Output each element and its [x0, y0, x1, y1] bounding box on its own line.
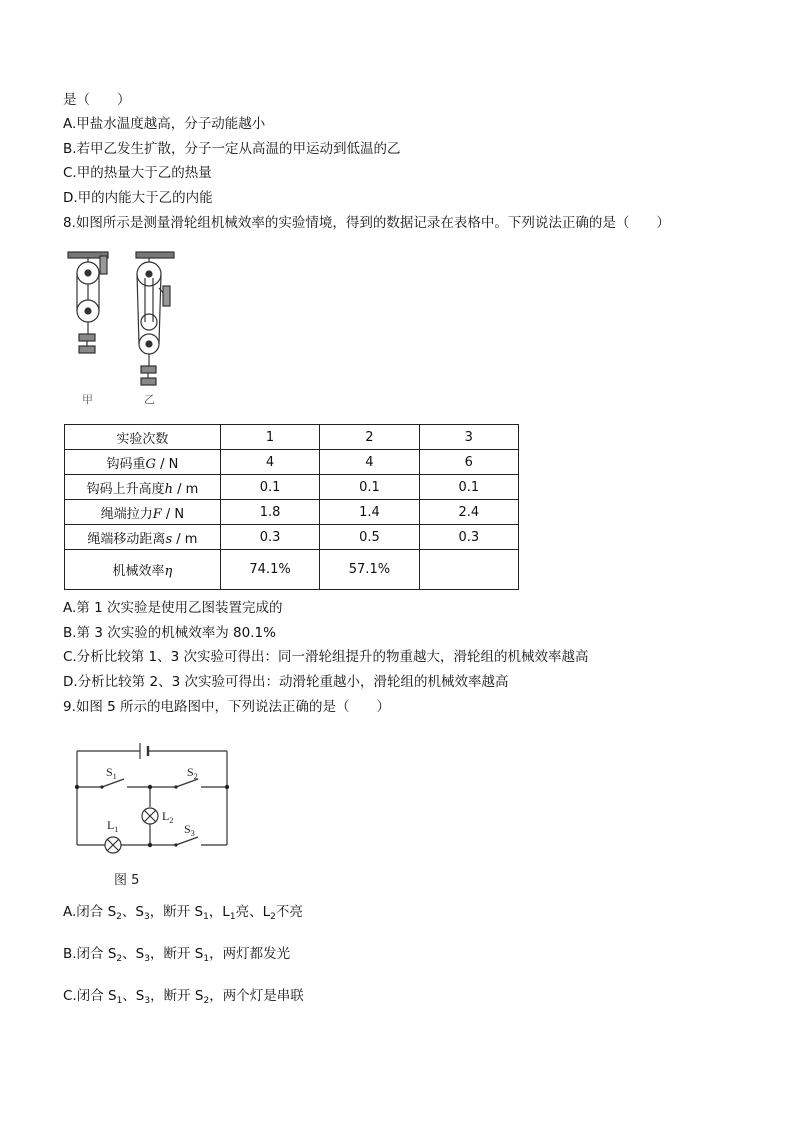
experiment-table [64, 424, 519, 590]
question-7-option-a: A.甲盐水温度越高，分子动能越小 [63, 116, 266, 132]
circuit-diagram [70, 735, 240, 895]
weight-jia-2 [79, 346, 95, 353]
question-7-stem-end: 是（ ） [63, 92, 131, 108]
figure-caption: 图 5 [114, 873, 140, 888]
table-cell: 0.5 [320, 525, 419, 550]
table-header-row [65, 425, 519, 450]
question-8-option-a: A.第 1 次实验是使用乙图装置完成的 [63, 600, 283, 616]
table-cell: 1.8 [220, 500, 319, 525]
label-l2: $L_2$ [162, 809, 174, 825]
header-label: 实验次数 [65, 425, 221, 450]
table-cell: 0.1 [419, 475, 518, 500]
label-jia: 甲 [82, 393, 93, 406]
weight-yi-2 [141, 378, 156, 385]
row-label: 绳端移动距离s / m [65, 525, 221, 550]
table-row [65, 550, 519, 590]
label-l1: $L_1$ [107, 818, 119, 834]
question-9-option-c: C.闭合 $S_1$、$S_3$，断开 $S_2$，两个灯是串联 [63, 988, 304, 1006]
weight-yi-1 [141, 366, 156, 373]
spring-scale-jia [100, 256, 107, 274]
question-9-option-b: B.闭合 $S_2$、$S_3$，断开 $S_1$，两灯都发光 [63, 946, 291, 964]
question-7-option-d: D.甲的内能大于乙的内能 [63, 190, 213, 206]
table-cell: 4 [320, 450, 419, 475]
question-8-option-d: D.分析比较第 2、3 次实验可得出：动滑轮重越小，滑轮组的机械效率越高 [63, 674, 509, 690]
table-cell: 0.3 [220, 525, 319, 550]
table-cell [419, 550, 518, 590]
ceiling-mount-yi [136, 252, 174, 258]
table-row [65, 475, 519, 500]
pulley-diagram [62, 248, 192, 408]
question-8-option-c: C.分析比较第 1、3 次实验可得出：同一滑轮组提升的物重越大，滑轮组的机械效率越高 [63, 649, 589, 665]
question-9-option-a: A.闭合 $S_2$、$S_3$，断开 $S_1$，$L_1$亮、$L_2$不亮 [63, 904, 303, 922]
label-s2: $S_2$ [187, 765, 198, 781]
label-s3: $S_3$ [184, 822, 195, 838]
question-9-stem: 9.如图 5 所示的电路图中，下列说法正确的是（ ） [63, 699, 391, 715]
table-row [65, 500, 519, 525]
row-label: 机械效率η [65, 550, 221, 590]
row-label: 钩码重G / N [65, 450, 221, 475]
question-8-stem: 8.如图所示是测量滑轮组机械效率的实验情境，得到的数据记录在表格中。下列说法正确的是（ ） [63, 215, 670, 231]
table-cell: 74.1% [220, 550, 319, 590]
label-yi: 乙 [144, 393, 155, 406]
trial-header: 2 [320, 425, 419, 450]
movable-pulley-yi-1 [141, 314, 157, 330]
row-label: 钩码上升高度h / m [65, 475, 221, 500]
weight-jia-1 [79, 334, 95, 341]
table-row [65, 450, 519, 475]
table-cell: 0.3 [419, 525, 518, 550]
table-cell: 0.1 [220, 475, 319, 500]
switch-s3 [176, 837, 198, 845]
table-cell: 4 [220, 450, 319, 475]
label-s1: $S_1$ [106, 765, 117, 781]
question-7-option-c: C.甲的热量大于乙的热量 [63, 165, 212, 181]
table-cell: 57.1% [320, 550, 419, 590]
spring-scale-yi [163, 286, 170, 306]
table-cell: 6 [419, 450, 518, 475]
table-row [65, 525, 519, 550]
question-8-option-b: B.第 3 次实验的机械效率为 80.1% [63, 625, 276, 641]
table-cell: 2.4 [419, 500, 518, 525]
row-label: 绳端拉力F / N [65, 500, 221, 525]
trial-header: 3 [419, 425, 518, 450]
table-cell: 1.4 [320, 500, 419, 525]
question-7-option-b: B.若甲乙发生扩散，分子一定从高温的甲运动到低温的乙 [63, 141, 401, 157]
table-cell: 0.1 [320, 475, 419, 500]
trial-header: 1 [220, 425, 319, 450]
